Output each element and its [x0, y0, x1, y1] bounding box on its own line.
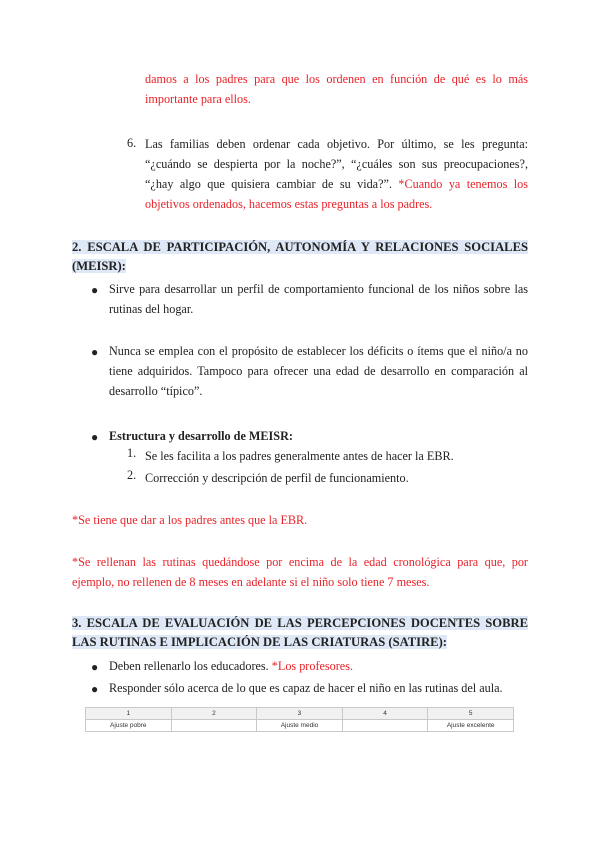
- scale-number-row: [86, 708, 514, 720]
- structure-item-1: Se les facilita a los padres generalmente antes de hacer la EBR.: [145, 449, 454, 463]
- satire-scale-table: [85, 707, 514, 732]
- scale-label: [342, 720, 428, 732]
- bullet-icon: ●: [91, 430, 99, 444]
- bullet-icon: ●: [91, 345, 99, 359]
- scale-label: Ajuste medio: [257, 720, 343, 732]
- scale-label: Ajuste pobre: [86, 720, 172, 732]
- list-item-6-number: 6.: [127, 136, 137, 150]
- scale-number: 2: [171, 708, 257, 720]
- structure-title: Estructura y desarrollo de MEISR:: [109, 429, 293, 443]
- scale-number: 3: [257, 708, 343, 720]
- section-2-heading-text: 2. ESCALA DE PARTICIPACIÓN, AUTONOMÍA Y RELACIONES SOCIALES (MEISR):: [72, 240, 528, 273]
- note-1: *Se tiene que dar a los padres antes que la EBR.: [72, 513, 308, 527]
- note-2: *Se rellenan las rutinas quedándose por encima de la edad cronológica para que, por ejemplo, no rellenen de 8 meses en adelante si el niño solo tiene 7 meses.: [72, 555, 528, 589]
- section-3-heading: [72, 614, 528, 652]
- bullet-icon: ●: [91, 660, 99, 674]
- section-3-heading-text: 3. ESCALA DE EVALUACIÓN DE LAS PERCEPCIONES DOCENTES SOBRE LAS RUTINAS E IMPLICACIÓN DE LAS CRIATURAS (SATIRE):: [72, 616, 528, 649]
- section-3-bullet-1: [109, 656, 528, 676]
- section-2-bullet-2: Nunca se emplea con el propósito de establecer los déficits o ítems que el niño/a no tiene adquiridos. Tampoco para ofrecer una edad de desarrollo en comparación al desarrollo “típico”.: [109, 344, 528, 398]
- structure-item-2-number: 2.: [127, 468, 137, 482]
- list-item-6-text: Las familias deben ordenar cada objetivo. Por último, se les pregunta: “¿cuándo se despierta por la noche?”, “¿cuáles son sus preocupaciones?, “¿hay algo que quisiera cambiar de su vida?”.: [145, 137, 528, 191]
- section-2-bullet-1: Sirve para desarrollar un perfil de comportamiento funcional de los niños sobre las rutinas del hogar.: [109, 282, 528, 316]
- bullet-icon: ●: [91, 682, 99, 696]
- list-item-6: [145, 134, 528, 214]
- scale-number: 1: [86, 708, 172, 720]
- section-3-bullet-1-text: Deben rellenarlo los educadores.: [109, 659, 269, 673]
- section-2-heading: [72, 238, 528, 276]
- list-item-6-note: *Cuando ya tenemos los objetivos ordenados, hacemos estas preguntas a los padres.: [145, 177, 529, 211]
- scale-label: Ajuste excelente: [428, 720, 514, 732]
- structure-item-1-number: 1.: [127, 446, 137, 460]
- bullet-icon: ●: [91, 283, 99, 297]
- section-3-bullet-2: Responder sólo acerca de lo que es capaz de hacer el niño en las rutinas del aula.: [109, 681, 503, 695]
- scale-label-row: [86, 720, 514, 732]
- list-item-5-continuation: damos a los padres para que los ordenen en función de qué es lo más importante para ellos.: [145, 72, 528, 106]
- structure-item-2: Corrección y descripción de perfil de funcionamiento.: [145, 471, 409, 485]
- scale-number: 4: [342, 708, 428, 720]
- scale-label: [171, 720, 257, 732]
- section-3-bullet-1-note: *Los profesores.: [271, 659, 354, 673]
- scale-number: 5: [428, 708, 514, 720]
